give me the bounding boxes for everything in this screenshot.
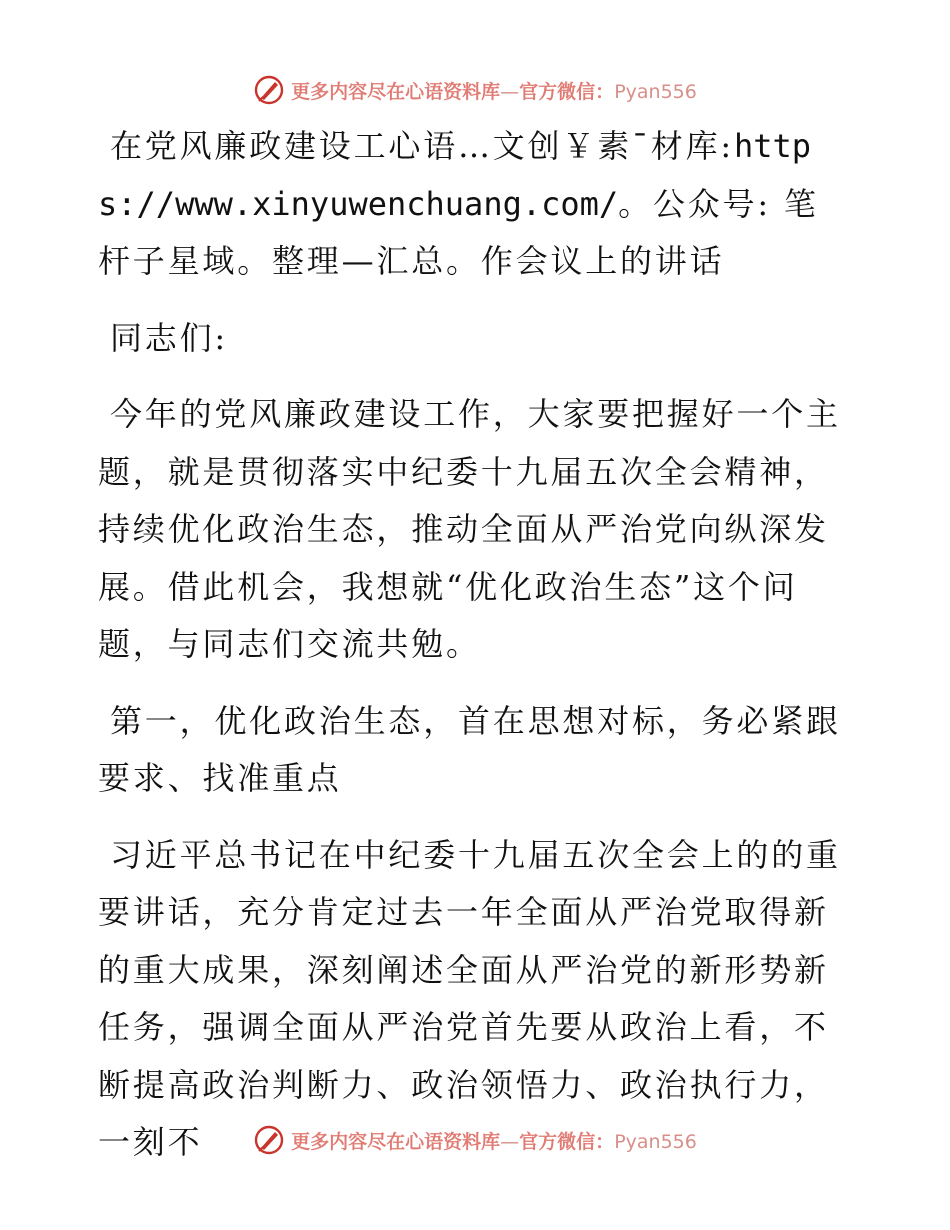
paragraph-1: 今年的党风廉政建设工作，大家要把握好一个主题，就是贯彻落实中纪委十九届五次全会精神，持续优化政治生态，推动全面从严治党向纵深发展。借此机会，我想就“优化政治生态”这个问题，与同志们交流共勉。 [98, 395, 841, 663]
document-title [98, 118, 850, 291]
watermark-header [0, 70, 950, 110]
quill-circle-icon [253, 1124, 285, 1156]
watermark-separator: — [500, 80, 520, 103]
salutation: 同志们: [110, 318, 228, 357]
title-part1: 在党风廉政建设工心语…文创￥素¯材库: [110, 127, 734, 165]
watermark-wechat-label: 官方微信： [519, 1130, 615, 1153]
watermark-brand: 更多内容尽在心语资料库 [291, 80, 501, 103]
watermark-brand: 更多内容尽在心语资料库 [291, 1130, 501, 1153]
title-url: https://www.xinyuwenchuang.com/ [98, 127, 812, 223]
watermark-separator: — [500, 1130, 520, 1153]
watermark-footer [0, 1120, 950, 1160]
watermark-wechat-id: Pyan556 [614, 80, 697, 103]
quill-circle-icon [253, 74, 285, 106]
section-heading-1: 第一，优化政治生态，首在思想对标，务必紧跟要求、找准重点 [98, 701, 841, 797]
watermark-wechat-label: 官方微信： [519, 80, 615, 103]
paragraph-2: 习近平总书记在中纪委十九届五次全会上的的重要讲话，充分肯定过去一年全面从严治党取得新的重大成果，深刻阐述全面从严治党的新形势新任务，强调全面从严治党首先要从政治上看，不断提高政治判断力、政治领悟力、政治执行力，一刻不 [98, 835, 841, 1161]
document-body [98, 118, 850, 1191]
watermark-wechat-id: Pyan556 [614, 1130, 697, 1153]
title-part2: 。公众号: 笔杆子星域。整理—汇总。作会议上的讲话 [98, 184, 819, 280]
